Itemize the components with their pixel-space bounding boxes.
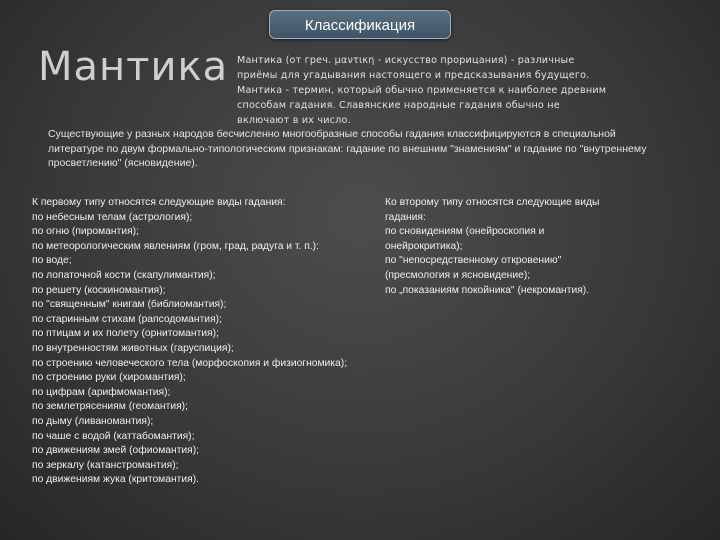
list-item: по огню (пиромантия); bbox=[32, 226, 139, 238]
intro-paragraph: Существующие у разных народов бесчисленно многообразные способы гадания классифицируются в специальной литературе по двум формально-типологическим признакам: гадание по внешним "знамениям" и гадание по "внутреннему просветлению" (ясновидение). bbox=[48, 128, 647, 169]
list-item: по внутренностям животных (гаруспиция); bbox=[32, 342, 234, 354]
list-item: по дыму (ливаномантия); bbox=[32, 415, 154, 427]
list-item: по небесным телам (астрология); bbox=[32, 211, 193, 223]
list-item: Ко второму типу относятся следующие виды bbox=[385, 197, 600, 208]
list-item: по землетрясениям (геомантия); bbox=[32, 401, 188, 413]
list-item: по строению человеческого тела (морфоскопия и физиогномика); bbox=[32, 357, 348, 369]
slide-title: Мантика bbox=[38, 44, 229, 90]
list-item: по цифрам (арифмомантия); bbox=[32, 386, 171, 398]
definition-text: Мантика (от греч. μαντικη - искусство прорицания) - различные приёмы для угадывания настоящего и предсказывания будущего. Мантика - термин, который обычно применяется к наиболее древним способам гадания. Славянские народные гадания обычно не включают в их число. bbox=[237, 55, 607, 126]
section-badge: Классификация bbox=[269, 10, 451, 39]
list-item: по старинным стихам (рапсодомантия); bbox=[32, 313, 222, 325]
list-item: по движениям жука (критомантия). bbox=[32, 474, 199, 486]
list-item: по „показаниям покойника" (некромантия). bbox=[385, 284, 590, 296]
list-item: К первому типу относятся следующие виды гадания: bbox=[32, 197, 286, 208]
list-item: по сновидениям (онейроскопия и bbox=[385, 226, 545, 238]
list-item: по движениям змей (офиомантия); bbox=[32, 445, 200, 457]
list-item: по воде; bbox=[32, 255, 72, 267]
list-item: онейрокритика); bbox=[385, 240, 463, 252]
list-item: по зеркалу (катанстромантия); bbox=[32, 459, 179, 471]
second-type-list bbox=[385, 196, 599, 298]
list-item: по птицам и их полету (орнитомантия); bbox=[32, 328, 219, 340]
list-item: по строению руки (хиромантия); bbox=[32, 372, 186, 384]
list-item: (пресмология и ясновидение); bbox=[385, 269, 531, 281]
list-item: по "непосредственному откровению" bbox=[385, 255, 562, 267]
list-item: по чаше с водой (каттабомантия); bbox=[32, 430, 195, 442]
first-type-list bbox=[32, 196, 347, 488]
list-item: по лопаточной кости (скапулимантия); bbox=[32, 269, 216, 281]
list-item: по решету (коскиномантия); bbox=[32, 284, 166, 296]
list-item: по "священным" книгам (библиомантия); bbox=[32, 299, 227, 311]
list-item: гадания: bbox=[385, 211, 426, 223]
list-item: по метеорологическим явлениям (гром, град, радуга и т. п.): bbox=[32, 240, 319, 252]
